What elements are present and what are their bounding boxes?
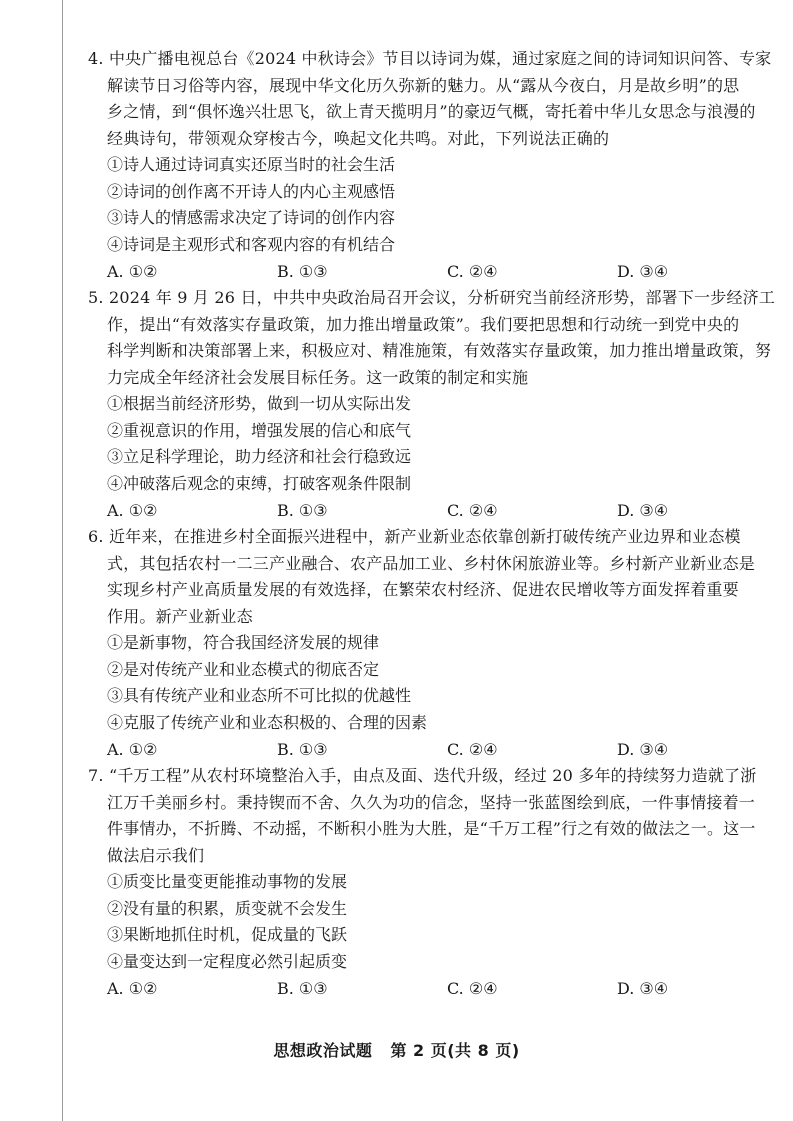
statement-option: ③诗人的情感需求决定了诗词的创作内容 [107, 208, 396, 227]
question-stem-line: 7. “千万工程”从农村环境整治入手，由点及面、迭代升级，经过 20 多年的持续努力造就了浙 [88, 766, 757, 785]
page-footer [0, 1038, 793, 1061]
choice-c: C. ②④ [447, 979, 498, 998]
statement-option: ①质变比量变更能推动事物的发展 [107, 872, 348, 891]
choice-a: A. ①② [107, 501, 158, 520]
question-stem-line: 解读节日习俗等内容，展现中华文化历久弥新的魅力。从“露从今夜白，月是故乡明”的思 [107, 75, 740, 95]
choice-c: C. ②④ [447, 501, 498, 520]
choice-b: B. ①③ [277, 740, 328, 759]
statement-option: ②重视意识的作用，增强发展的信心和底气 [107, 420, 412, 440]
answer-choices [88, 736, 758, 763]
question-4 [88, 46, 772, 285]
statement-option: ④诗词是主观形式和客观内容的有机结合 [107, 234, 396, 254]
statement-option: ②是对传统产业和业态模式的彻底否定 [107, 659, 380, 679]
footer-subject: 思想政治试题 [273, 1041, 373, 1060]
answer-choices [88, 497, 758, 524]
choice-a: A. ①② [107, 740, 158, 759]
exam-page [88, 46, 776, 1002]
statement-option: ④量变达到一定程度必然引起质变 [107, 951, 348, 971]
answer-choices [88, 975, 758, 1002]
question-stem-line: 做法启示我们 [107, 845, 205, 865]
binding-margin-line [62, 0, 63, 1121]
choice-d: D. ③④ [617, 501, 669, 520]
statement-option: ③果断地抓住时机，促成量的飞跃 [107, 925, 348, 944]
question-stem-line: 科学判断和决策部署上来，积极应对、精准施策，有效落实存量政策，加力推出增量政策，努 [107, 341, 772, 360]
statement-option: ②诗词的创作离不开诗人的内心主观感悟 [107, 181, 396, 201]
choice-c: C. ②④ [447, 262, 498, 281]
question-stem-line: 件事情办，不折腾、不动摇，不断积小胜为大胜，是“千万工程”行之有效的做法之一。这一 [107, 819, 756, 838]
question-stem-line: 经典诗句，带领观众穿梭古今，唤起文化共鸣。对此，下列说法正确的 [107, 128, 610, 148]
question-stem-line: 实现乡村产业高质量发展的有效选择，在繁荣农村经济、促进农民增收等方面发挥着重要 [107, 580, 739, 599]
question-stem-line: 作，提出“有效落实存量政策，加力推出增量政策”。我们要把思想和行动统一到党中央的 [107, 314, 740, 334]
question-6 [88, 524, 758, 763]
question-stem-line: 5. 2024 年 9 月 26 日，中共中央政治局召开会议，分析研究当前经济形势，部署下一步经济工 [88, 288, 776, 307]
statement-option: ②没有量的积累，质变就不会发生 [107, 898, 348, 918]
question-stem-line: 力完成全年经济社会发展目标任务。这一政策的制定和实施 [107, 367, 529, 387]
choice-d: D. ③④ [617, 979, 669, 998]
statement-option: ④克服了传统产业和业态积极的、合理的因素 [107, 712, 428, 732]
choice-a: A. ①② [107, 262, 158, 281]
question-stem-line: 4. 中央广播电视总台《2024 中秋诗会》节目以诗词为媒，通过家庭之间的诗词知识问答、专家 [88, 49, 772, 68]
answer-choices [88, 258, 758, 285]
footer-page-number: 第 2 页(共 8 页) [390, 1041, 520, 1060]
statement-option: ④冲破落后观念的束缚，打破客观条件限制 [107, 473, 412, 493]
choice-a: A. ①② [107, 979, 158, 998]
choice-b: B. ①③ [277, 979, 328, 998]
question-7 [88, 763, 758, 1002]
statement-option: ③具有传统产业和业态所不可比拟的优越性 [107, 686, 412, 705]
statement-option: ③立足科学理论，助力经济和社会行稳致远 [107, 447, 412, 466]
question-stem-line: 乡之情，到“俱怀逸兴壮思飞，欲上青天揽明月”的豪迈气概，寄托着中华儿女思念与浪漫的 [107, 102, 756, 121]
question-stem-line: 式，其包括农村一二三产业融合、农产品加工业、乡村休闲旅游业等。乡村新产业新业态是 [107, 553, 756, 573]
statement-option: ①是新事物，符合我国经济发展的规律 [107, 633, 380, 652]
statement-option: ①根据当前经济形势，做到一切从实际出发 [107, 394, 412, 413]
choice-b: B. ①③ [277, 262, 328, 281]
choice-d: D. ③④ [617, 262, 669, 281]
statement-option: ①诗人通过诗词真实还原当时的社会生活 [107, 155, 396, 174]
question-stem-line: 江万千美丽乡村。秉持锲而不舍、久久为功的信念，坚持一张蓝图绘到底，一件事情接着一 [107, 792, 756, 812]
question-5 [88, 285, 776, 524]
question-stem-line: 作用。新产业新业态 [107, 606, 253, 626]
question-stem-line: 6. 近年来，在推进乡村全面振兴进程中，新产业新业态依靠创新打破传统产业边界和业态模 [88, 527, 741, 546]
choice-d: D. ③④ [617, 740, 669, 759]
choice-b: B. ①③ [277, 501, 328, 520]
choice-c: C. ②④ [447, 740, 498, 759]
